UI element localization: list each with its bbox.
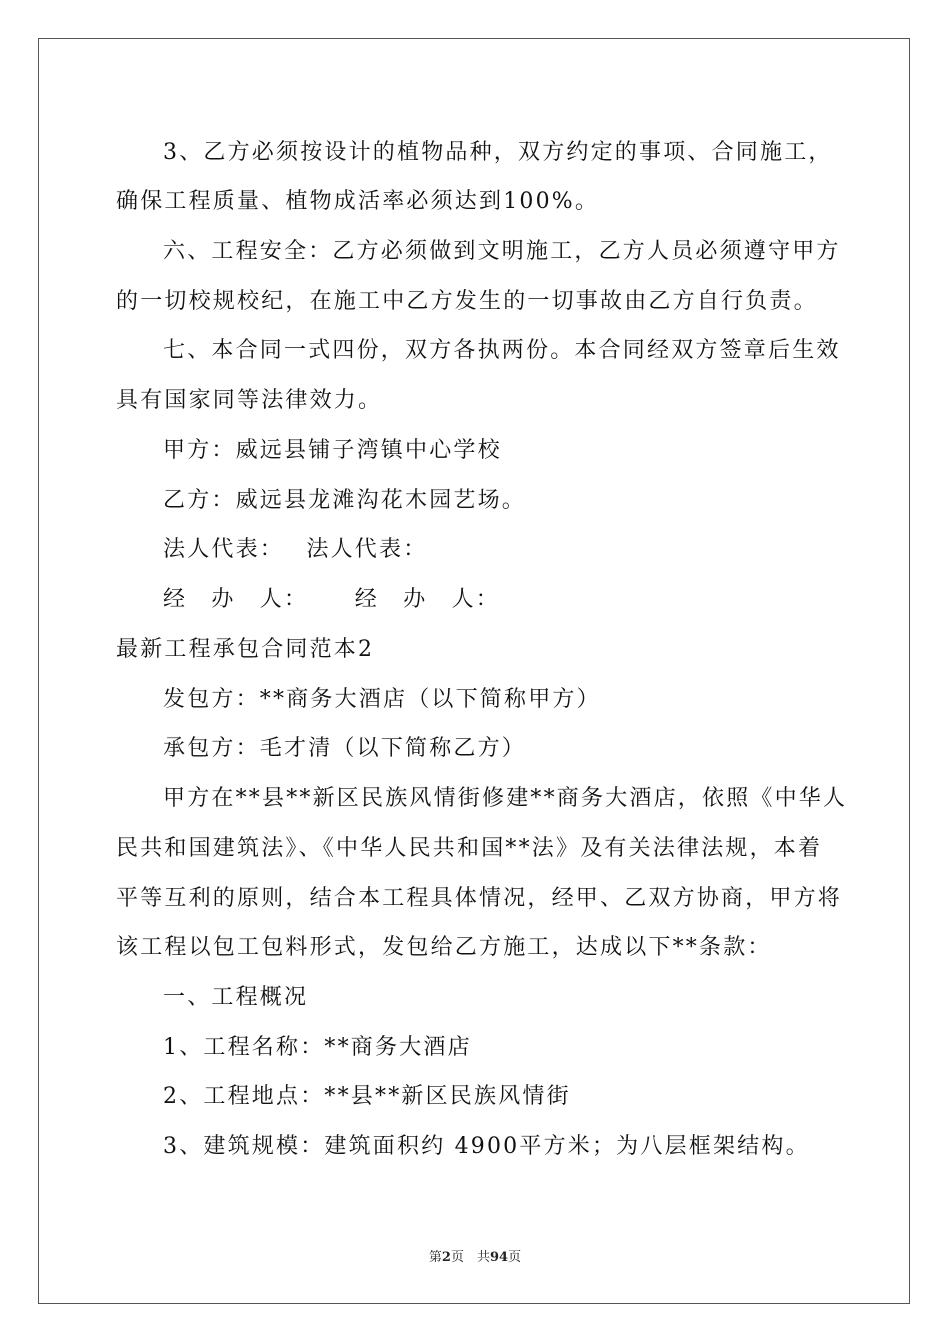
subsection-heading: 一、工程概况 [163, 985, 309, 1010]
footer-suffix: 页 [508, 1250, 522, 1265]
footer-mid: 页 共 [450, 1250, 490, 1265]
paragraph-line: 3、乙方必须按设计的植物品种，双方约定的事项、合同施工， [163, 140, 833, 165]
contractor-line: 发包方：**商务大酒店（以下简称甲方） [163, 687, 601, 712]
page-border [38, 38, 910, 1304]
party-a-line: 甲方：威远县铺子湾镇中心学校 [163, 438, 502, 463]
list-item: 1、工程名称：**商务大酒店 [163, 1035, 472, 1060]
party-b-line: 乙方：威远县龙滩沟花木园艺场。 [163, 488, 527, 513]
footer-page-number: 2 [441, 1250, 451, 1265]
list-item: 2、工程地点：**县**新区民族风情街 [163, 1084, 571, 1109]
contractee-line: 承包方：毛才清（以下简称乙方） [163, 736, 527, 761]
paragraph-line: 的一切校规校纪，在施工中乙方发生的一切事故由乙方自行负责。 [116, 289, 818, 314]
paragraph-line: 具有国家同等法律效力。 [116, 388, 383, 413]
handler-line: 经 办 人： 经 办 人： [163, 587, 500, 612]
paragraph-line: 该工程以包工包料形式，发包给乙方施工，达成以下**条款： [116, 935, 772, 960]
paragraph-line: 甲方在**县**新区民族风情街修建**商务大酒店，依照《中华人 [163, 786, 848, 811]
section-title: 最新工程承包合同范本2 [116, 637, 375, 662]
paragraph-line: 确保工程质量、植物成活率必须达到100%。 [116, 189, 600, 214]
paragraph-line: 民共和国建筑法》、《中华人民共和国**法》及有关法律法规，本着 [116, 836, 823, 861]
list-item: 3、建筑规模：建筑面积约 4900平方米；为八层框架结构。 [163, 1134, 810, 1159]
legal-rep-line: 法人代表： 法人代表： [163, 537, 428, 562]
paragraph-line: 六、工程安全：乙方必须做到文明施工，乙方人员必须遵守甲方 [163, 239, 841, 264]
page-footer [0, 1246, 950, 1265]
paragraph-line: 平等互利的原则，结合本工程具体情况，经甲、乙双方协商，甲方将 [116, 886, 843, 911]
footer-prefix: 第 [428, 1250, 442, 1265]
paragraph-line: 七、本合同一式四份，双方各执两份。本合同经双方签章后生效 [163, 338, 841, 363]
footer-total-pages: 94 [489, 1250, 509, 1265]
